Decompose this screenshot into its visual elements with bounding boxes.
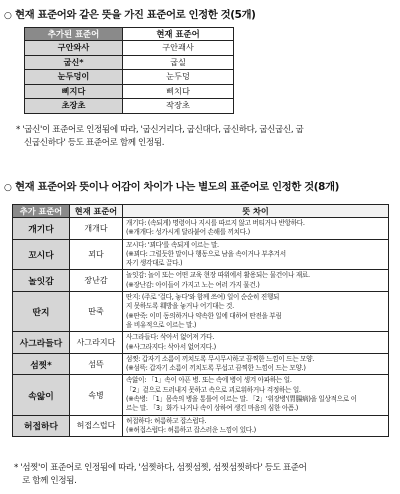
column-header-added: 추가 표준어 xyxy=(13,205,70,218)
table-row xyxy=(25,84,234,99)
added-word-cell: 섬찟* xyxy=(13,353,70,375)
current-word-cell: 삐치다 xyxy=(123,84,234,99)
difference-line: 자기 생각대로 끌다.) xyxy=(126,259,183,268)
footnote-line: * '섬찟'이 표준어로 인정됨에 따라, '섬찟하다, 섬찟섬찟, 섬찟섬찟하다' 등도 표준어 xyxy=(14,463,307,473)
current-word-cell: 섬뜩 xyxy=(70,353,123,375)
bullet-icon: ○ xyxy=(4,11,12,21)
added-word-cell: 개기다 xyxy=(13,218,70,240)
current-word-cell: 딴죽 xyxy=(70,292,123,332)
difference-line: (※딴죽: 이미 동의하거나 약속한 일에 대하여 딴전을 부림 xyxy=(126,311,282,320)
difference-line: 개기다: (속되게) 명령이나 지시를 따르지 않고 버티거나 반항하다. xyxy=(126,219,305,227)
table-row xyxy=(13,292,389,332)
table-row xyxy=(25,70,234,85)
difference-line: 섬찟: 갑자기 소름이 끼치도록 무시무시하고 끔찍한 느낌이 드는 모양. xyxy=(126,354,315,363)
meaning-difference-cell xyxy=(123,332,389,354)
footnote-line: * '굽신'이 표준어로 인정됨에 따라, '굽신거리다, 굽신대다, 굽신하다, 굽신굽신, 굽 xyxy=(16,125,304,135)
difference-line: 딴지: (주로 '걸다, 놓다'와 함께 쓰여) 일이 순순히 진행되 xyxy=(126,293,280,302)
table-header-row xyxy=(13,205,389,218)
difference-line: 르는 말. 「3」화가 나거나 속이 상하여 생긴 마음의 심한 아픔.) xyxy=(126,404,299,413)
column-header-difference: 뜻 차이 xyxy=(123,205,389,218)
difference-line: 놀잇감: 놀이 또는 어떤 교육 현장 따위에서 활용되는 물건이나 재료. xyxy=(126,271,310,280)
added-word-cell: 눈두덩이 xyxy=(25,70,123,85)
meaning-difference-cell xyxy=(123,353,389,375)
table-row xyxy=(13,375,389,415)
section-1-title: 현재 표준어와 같은 뜻을 가진 표준어로 인정한 것(5개) xyxy=(15,9,256,21)
table-row xyxy=(25,55,234,70)
meaning-difference-cell xyxy=(123,415,389,437)
difference-line: 사그라들다: 삭아서 없어져 가다. xyxy=(126,333,215,342)
table-row xyxy=(13,270,389,292)
table-header-row xyxy=(25,28,234,41)
difference-line: (※속병: 「1」몸속의 병을 통틀어 이르는 말. 「2」'위장병'(胃腸病)을 일상적으로 이 xyxy=(126,395,357,404)
section-2-footnote xyxy=(14,462,392,488)
section-2-title: 현재 표준어와 뜻이나 어감이 차이가 나는 별도의 표준어로 인정한 것(8개) xyxy=(15,181,339,193)
current-word-cell: 속병 xyxy=(70,375,123,415)
table-row xyxy=(13,353,389,375)
difference-line: (※사그라지다: 삭아서 없어지다.) xyxy=(126,342,216,351)
footnote-line: 로 함께 인정됨. xyxy=(22,476,77,486)
difference-line: 「2」겉으로 드러내지 못하고 속으로 괴로워하거나 걱정하는 일. xyxy=(126,385,301,394)
difference-line: 꼬시다: '꾀다'를 속되게 이르는 말. xyxy=(126,240,219,249)
column-header-current: 현재 표준어 xyxy=(123,28,234,41)
added-different-meaning-table xyxy=(12,204,389,437)
difference-line: 을 비유적으로 이르는 말.) xyxy=(126,320,197,329)
table-row xyxy=(13,218,389,240)
difference-line: 지 못하도록 훼방을 놓거나 어기대는 것. xyxy=(126,302,234,311)
meaning-difference-cell xyxy=(123,270,389,292)
difference-line: (※꾀다: 그럴듯한 말이나 행동으로 남을 속이거나 부추겨서 xyxy=(126,249,286,258)
current-word-cell: 굽실 xyxy=(123,55,234,70)
table-row xyxy=(13,415,389,437)
bullet-icon: ○ xyxy=(4,183,12,193)
difference-line: (※허접스럽다: 허름하고 잡스러운 느낌이 있다.) xyxy=(126,425,256,434)
difference-line: (※장난감: 아이들이 가지고 노는 여러 가지 물건.) xyxy=(126,280,260,289)
added-word-cell: 속앓이 xyxy=(13,375,70,415)
section-2-heading xyxy=(4,178,339,193)
section-1-footnote xyxy=(16,124,392,150)
meaning-difference-cell xyxy=(123,375,389,415)
added-word-cell: 허접하다 xyxy=(13,415,70,437)
added-word-cell: 삐지다 xyxy=(25,84,123,99)
table-row xyxy=(13,332,389,354)
meaning-difference-cell xyxy=(123,239,389,270)
current-word-cell: 사그라지다 xyxy=(70,332,123,354)
current-word-cell: 작장초 xyxy=(123,99,234,114)
added-same-meaning-table xyxy=(24,27,234,114)
current-word-cell: 개개다 xyxy=(70,218,123,240)
table-row xyxy=(13,239,389,270)
column-header-added: 추가된 표준어 xyxy=(25,28,123,41)
table-row xyxy=(25,99,234,114)
added-word-cell: 초장초 xyxy=(25,99,123,114)
added-word-cell: 꼬시다 xyxy=(13,239,70,270)
footnote-line: 신굽신하다' 등도 표준어로 함께 인정됨. xyxy=(24,138,165,148)
current-word-cell: 꾀다 xyxy=(70,239,123,270)
added-word-cell: 딴지 xyxy=(13,292,70,332)
meaning-difference-cell xyxy=(123,292,389,332)
added-word-cell: 사그라들다 xyxy=(13,332,70,354)
added-word-cell: 놀잇감 xyxy=(13,270,70,292)
section-1-heading xyxy=(4,6,255,21)
added-word-cell: 굽신* xyxy=(25,55,123,70)
difference-line: (※섬뜩: 갑자기 소름이 끼치도록 무섭고 끔찍한 느낌이 드는 모양.) xyxy=(126,364,306,373)
difference-line: 속앓이: 「1」속이 아픈 병. 또는 속에 병이 생겨 아파하는 일. xyxy=(126,376,292,385)
current-word-cell: 구안괘사 xyxy=(123,41,234,56)
table-row xyxy=(25,41,234,56)
current-word-cell: 허접스럽다 xyxy=(70,415,123,437)
difference-line: (※개개다: 성가시게 달라붙어 손해를 끼치다.) xyxy=(126,228,250,237)
column-header-current: 현재 표준어 xyxy=(70,205,123,218)
current-word-cell: 눈두덩 xyxy=(123,70,234,85)
added-word-cell: 구안와사 xyxy=(25,41,123,56)
difference-line: 허접하다: 허름하고 잡스럽다. xyxy=(126,416,207,425)
meaning-difference-cell xyxy=(123,218,389,240)
current-word-cell: 장난감 xyxy=(70,270,123,292)
